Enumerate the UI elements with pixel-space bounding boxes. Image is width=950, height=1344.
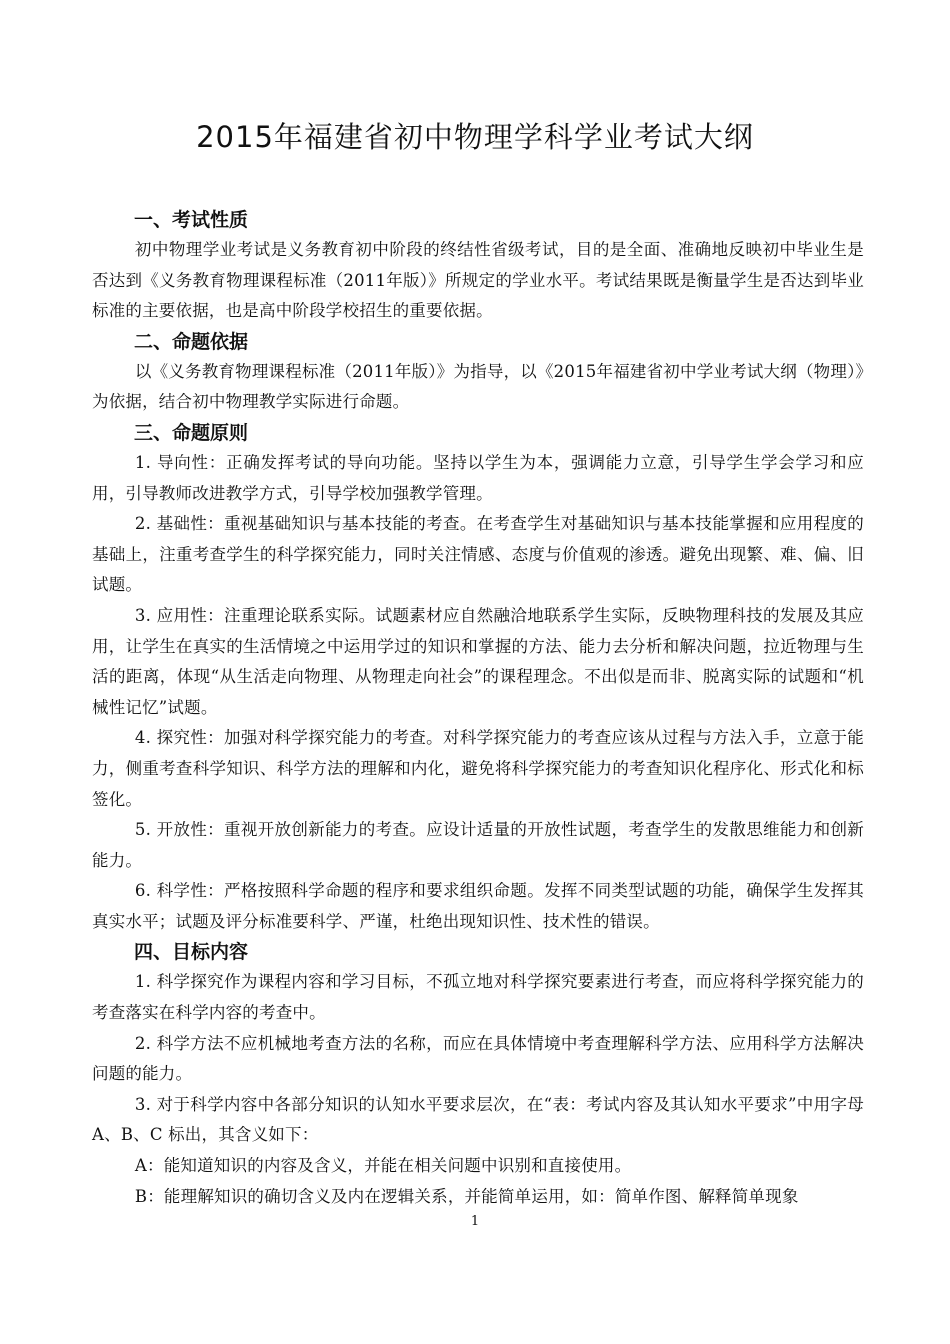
page-number: 1 — [470, 1214, 480, 1229]
paragraph: B：能理解知识的确切含义及内在逻辑关系，并能简单运用，如：简单作图、解释简单现象 — [134, 1186, 799, 1206]
section-heading: 三、命题原则 — [134, 421, 249, 444]
paragraph: 4. 探究性：加强对科学探究能力的考查。对科学探究能力的考查应该从过程与方法入手，立意于能力，侧重考查科学知识、科学方法的理解和内化，避免将科学探究能力的考查知识化程序化、形式化和标签化。 — [92, 728, 864, 809]
paragraph: 3. 应用性：注重理论联系实际。试题素材应自然融洽地联系学生实际，反映物理科技的发展及其应用，让学生在真实的生活情境之中运用学过的知识和掌握的方法、能力去分析和解决问题，拉近物理与生活的距离，体现“从生活走向物理、从物理走向社会”的课程理念。不出似是而非、脱离实际的试题和“机械性记忆”试题。 — [92, 605, 864, 717]
section-heading: 一、考试性质 — [134, 209, 249, 231]
paragraph: 6. 科学性：严格按照科学命题的程序和要求组织命题。发挥不同类型试题的功能，确保学生发挥其真实水平；试题及评分标准要科学、严谨，杜绝出现知识性、技术性的错误。 — [92, 881, 864, 931]
section-heading: 二、命题依据 — [134, 330, 249, 353]
document-body — [92, 205, 864, 1212]
section-exam-nature — [92, 205, 864, 327]
section-basis — [92, 327, 864, 418]
section-principles — [92, 418, 864, 938]
section-heading: 四、目标内容 — [134, 941, 249, 964]
paragraph: 2. 基础性：重视基础知识与基本技能的考查。在考查学生对基础知识与基本技能掌握和应用程度的基础上，注重考查学生的科学探究能力，同时关注情感、态度与价值观的渗透。避免出现繁、难、偏、旧试题。 — [92, 514, 864, 595]
paragraph: 3. 对于科学内容中各部分知识的认知水平要求层次，在“表：考试内容及其认知水平要求”中用字母 A、B、C 标出，其含义如下： — [92, 1094, 864, 1145]
paragraph: 2. 科学方法不应机械地考查方法的名称，而应在具体情境中考查理解科学方法、应用科学方法解决问题的能力。 — [92, 1033, 864, 1084]
paragraph: A：能知道知识的内容及含义，并能在相关问题中识别和直接使用。 — [134, 1156, 632, 1176]
paragraph: 1. 科学探究作为课程内容和学习目标，不孤立地对科学探究要素进行考查，而应将科学探究能力的考查落实在科学内容的考查中。 — [92, 972, 864, 1023]
document-title: 2015年福建省初中物理学科学业考试大纲 — [196, 120, 754, 154]
section-objectives — [92, 937, 864, 1212]
paragraph: 以《义务教育物理课程标准（2011年版）》为指导，以《2015年福建省初中学业考试大纲（物理）》为依据，结合初中物理教学实际进行命题。 — [92, 361, 864, 412]
paragraph: 1. 导向性：正确发挥考试的导向功能。坚持以学生为本，强调能力立意，引导学生学会学习和应用，引导教师改进教学方式，引导学校加强教学管理。 — [92, 452, 864, 503]
paragraph: 初中物理学业考试是义务教育初中阶段的终结性省级考试，目的是全面、准确地反映初中毕业生是否达到《义务教育物理课程标准（2011年版）》所规定的学业水平。考试结果既是衡量学生是否达到毕业标准的主要依据，也是高中阶段学校招生的重要依据。 — [92, 240, 864, 321]
paragraph: 5. 开放性：重视开放创新能力的考查。应设计适量的开放性试题，考查学生的发散思维能力和创新能力。 — [92, 820, 864, 870]
